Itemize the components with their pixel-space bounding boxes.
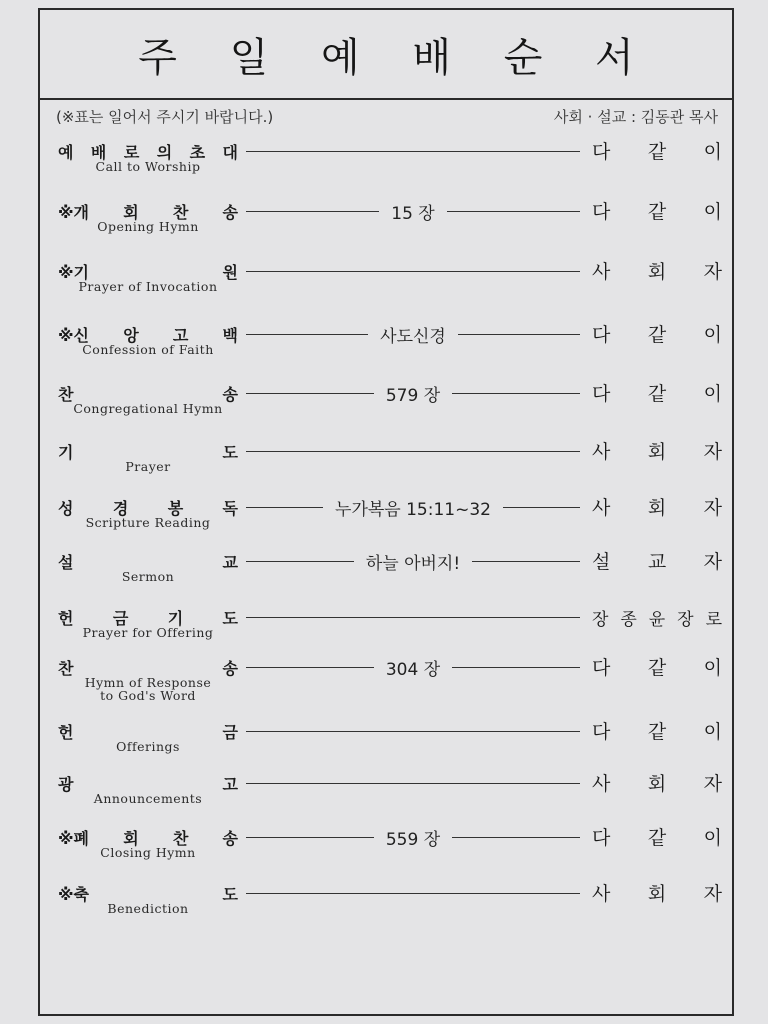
item-title-en: Opening Hymn (97, 219, 199, 234)
page-title: 주 일 예 배 순 서 (138, 34, 654, 81)
item-performer (592, 197, 722, 224)
performer-char: 자 (703, 883, 722, 905)
item-title-char: ※개 (58, 203, 90, 222)
leader-line (246, 260, 580, 282)
item-title-char: 의 (156, 143, 173, 162)
item-title-char: 광 (58, 775, 74, 794)
item-title-char: 도 (222, 885, 238, 904)
item-title-en: Offerings (116, 739, 180, 754)
leader-line (246, 882, 580, 904)
service-item (40, 720, 736, 776)
item-title-char: 원 (222, 263, 238, 282)
item-title-char: 로 (123, 143, 140, 162)
item-detail: 누가복음 15:11~32 (335, 499, 491, 520)
item-performer (592, 653, 722, 680)
performer-char: 같 (647, 721, 667, 743)
service-item (40, 140, 736, 196)
item-title-char: 봉 (167, 499, 184, 518)
rule-left (246, 211, 379, 212)
item-title-char: 금 (112, 609, 129, 628)
performer-char: 자 (703, 773, 722, 795)
item-title-en: Announcements (93, 791, 203, 806)
leader-line (246, 826, 580, 848)
service-item (40, 772, 736, 828)
performer-char: 다 (592, 657, 611, 679)
service-item (40, 826, 736, 882)
item-title-en: Congregational Hymn (73, 401, 223, 416)
performer-char: 종 (620, 610, 637, 630)
item-title-char: 찬 (58, 385, 74, 404)
title-box (40, 10, 732, 100)
rule-left (246, 837, 374, 838)
rule-left (246, 617, 580, 618)
rule-right (452, 667, 580, 668)
service-item (40, 882, 736, 938)
item-title-char: 교 (222, 553, 238, 572)
performer-char: 사 (592, 261, 611, 283)
item-performer (592, 823, 722, 850)
service-item (40, 323, 736, 379)
performer-char: 사 (592, 883, 611, 905)
performer-char: 자 (703, 551, 722, 573)
service-item (40, 382, 736, 438)
item-detail: 304 장 (385, 659, 441, 680)
item-title-en: Sermon (121, 569, 175, 584)
item-title-en: Benediction (107, 901, 189, 916)
leader-line (246, 140, 580, 162)
rule-left (246, 561, 354, 562)
service-item (40, 656, 736, 712)
performer-char: 같 (647, 141, 667, 163)
item-detail: 579 장 (385, 385, 441, 406)
item-title-en: Confession of Faith (82, 342, 214, 357)
item-title-char: 회 (123, 203, 139, 222)
item-performer (592, 605, 722, 630)
rule-left (246, 393, 374, 394)
performer-char: 회 (647, 261, 667, 283)
rule-left (246, 451, 580, 452)
item-title-char: ※축 (58, 885, 90, 904)
item-detail: 559 장 (385, 829, 441, 850)
performer-char: 다 (592, 324, 611, 346)
leader-line (246, 720, 580, 742)
performer-char: 회 (647, 883, 667, 905)
item-title-char: 회 (123, 829, 139, 848)
item-performer (592, 769, 722, 796)
item-title-char: 독 (222, 499, 238, 518)
item-title-char: 송 (222, 659, 238, 678)
item-title-char: ※폐 (58, 829, 90, 848)
item-detail: 15 장 (391, 203, 435, 224)
item-title-char: 배 (90, 143, 107, 162)
performer-char: 이 (703, 721, 722, 743)
item-performer (592, 257, 722, 284)
item-title-en: Hymn of Response to God's Word (84, 675, 212, 703)
performer-char: 자 (703, 497, 722, 519)
item-performer (592, 137, 722, 164)
leader-info: 사회 · 설교 : 김동관 목사 (553, 108, 718, 126)
item-title-en: Prayer of Invocation (78, 279, 218, 294)
service-item (40, 550, 736, 606)
performer-char: 회 (647, 773, 667, 795)
performer-char: 자 (703, 441, 722, 463)
item-title-char: 대 (222, 143, 238, 162)
performer-char: 장 (677, 610, 694, 630)
leader-line (246, 550, 580, 572)
performer-char: 사 (592, 441, 611, 463)
performer-char: 사 (592, 497, 611, 519)
leader-line (246, 323, 580, 345)
performer-char: 이 (703, 201, 722, 223)
rule-left (246, 783, 580, 784)
leader-line (246, 496, 580, 518)
item-title-char: 금 (222, 723, 238, 742)
item-title-en: Prayer for Offering (82, 625, 214, 640)
performer-char: 다 (592, 827, 611, 849)
performer-char: 자 (703, 261, 722, 283)
item-title-char: 성 (58, 499, 74, 518)
item-title-char: 설 (58, 553, 74, 572)
rule-left (246, 334, 368, 335)
performer-char: 다 (592, 141, 611, 163)
performer-char: 같 (647, 201, 667, 223)
item-title-char: ※기 (58, 263, 90, 282)
leader-line (246, 656, 580, 678)
item-title-char: 찬 (172, 203, 189, 222)
item-title-en: Prayer (125, 459, 171, 474)
performer-char: 이 (703, 827, 722, 849)
leader-line (246, 382, 580, 404)
performer-char: 회 (647, 497, 667, 519)
item-performer (592, 493, 722, 520)
item-detail: 사도신경 (380, 326, 446, 347)
item-title-char: 송 (222, 385, 238, 404)
item-title-char: 백 (222, 326, 238, 345)
leader-line (246, 606, 580, 628)
bulletin-frame (38, 8, 734, 1016)
rule-left (246, 271, 580, 272)
performer-char: 장 (592, 610, 609, 630)
performer-char: 이 (703, 141, 722, 163)
item-title-char: 도 (222, 443, 238, 462)
item-title-char: 찬 (172, 829, 189, 848)
item-title-char: 송 (222, 203, 238, 222)
item-title-char: 고 (222, 775, 238, 794)
standing-note: (※표는 일어서 주시기 바랍니다.) (56, 108, 274, 126)
performer-char: 설 (592, 551, 611, 573)
item-title-char: 기 (58, 443, 74, 462)
item-performer (592, 320, 722, 347)
item-title-char: 기 (167, 609, 184, 628)
service-item (40, 496, 736, 552)
rule-left (246, 667, 374, 668)
item-title-char: 송 (222, 829, 238, 848)
performer-char: 회 (647, 441, 667, 463)
rule-left (246, 151, 580, 152)
service-item (40, 440, 736, 496)
item-title-char: 헌 (58, 723, 74, 742)
item-title-char: ※신 (58, 326, 90, 345)
performer-char: 같 (647, 827, 667, 849)
item-title-char: 초 (189, 143, 206, 162)
item-title-char: 찬 (58, 659, 74, 678)
performer-char: 사 (592, 773, 611, 795)
performer-char: 윤 (648, 610, 666, 630)
item-title-char: 도 (222, 609, 238, 628)
service-item (40, 200, 736, 256)
performer-char: 같 (647, 324, 667, 346)
rule-right (452, 393, 580, 394)
performer-char: 다 (592, 721, 611, 743)
rule-right (503, 507, 580, 508)
performer-char: 로 (705, 610, 722, 630)
rule-left (246, 893, 580, 894)
performer-char: 같 (647, 657, 667, 679)
leader-line (246, 200, 580, 222)
item-title-char: 예 (58, 143, 74, 162)
item-title-char: 경 (112, 499, 129, 518)
item-title-char: 앙 (123, 326, 139, 345)
performer-char: 다 (592, 383, 611, 405)
rule-left (246, 507, 323, 508)
performer-char: 다 (592, 201, 611, 223)
rule-right (458, 334, 580, 335)
performer-char: 교 (647, 551, 667, 573)
rule-right (472, 561, 580, 562)
rule-right (452, 837, 580, 838)
item-title-en: Closing Hymn (100, 845, 196, 860)
item-title-char: 헌 (58, 609, 74, 628)
item-performer (592, 547, 722, 574)
item-performer (592, 379, 722, 406)
item-performer (592, 879, 722, 906)
item-title-en: Call to Worship (95, 159, 201, 174)
item-detail: 하늘 아버지! (365, 553, 461, 574)
item-title-en: Scripture Reading (85, 515, 211, 530)
item-performer (592, 437, 722, 464)
service-item (40, 260, 736, 316)
performer-char: 이 (703, 324, 722, 346)
item-performer (592, 717, 722, 744)
leader-line (246, 772, 580, 794)
item-title-char: 고 (172, 326, 189, 345)
performer-char: 이 (703, 383, 722, 405)
rule-right (447, 211, 580, 212)
performer-char: 이 (703, 657, 722, 679)
leader-line (246, 440, 580, 462)
performer-char: 같 (647, 383, 667, 405)
rule-left (246, 731, 580, 732)
